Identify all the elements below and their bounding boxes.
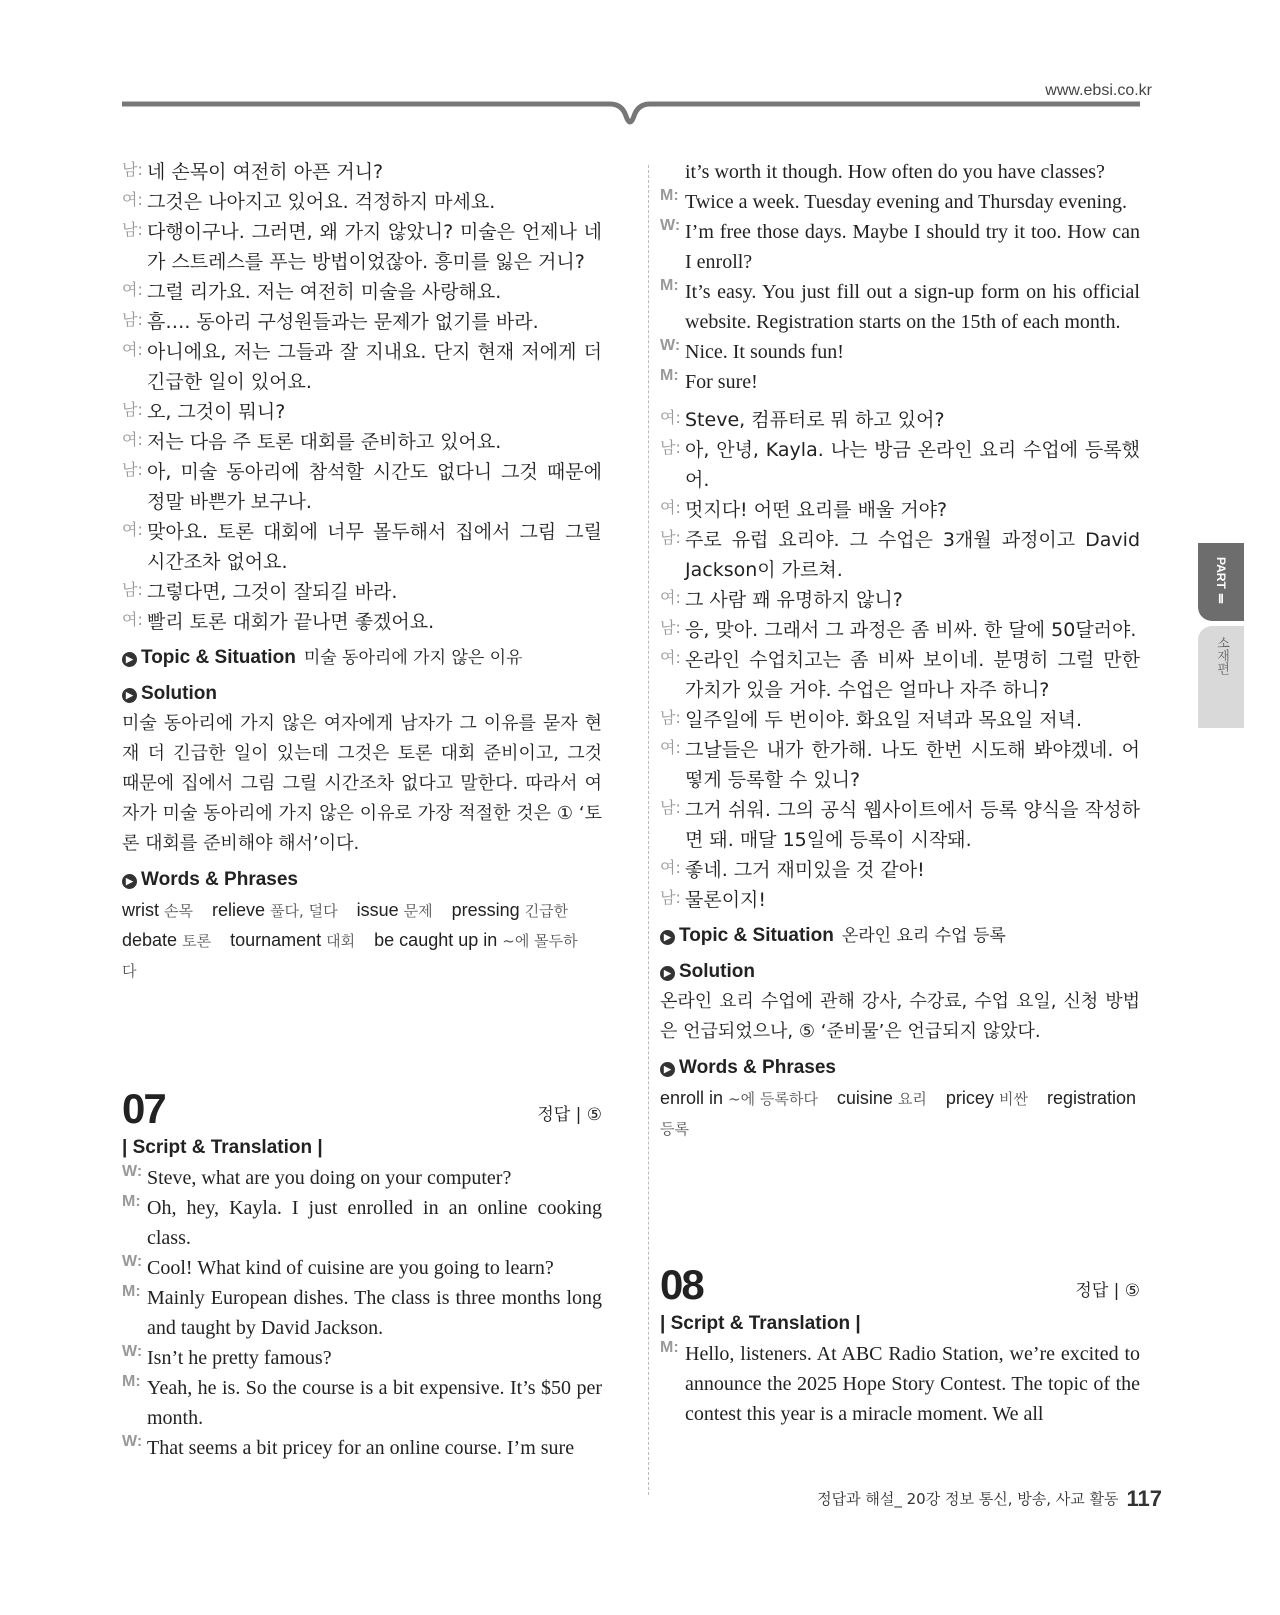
play-icon: ▶: [122, 652, 137, 667]
word-term: debate: [122, 930, 178, 950]
dialogue-english: [122, 1163, 602, 1463]
line-text: 맞아요. 토론 대회에 너무 몰두해서 집에서 그림 그릴 시간조차 없어요.: [147, 521, 602, 573]
line-text: 그거 쉬워. 그의 공식 웹사이트에서 등록 양식을 작성하면 돼. 매달 15일에 등록이 시작돼.: [685, 799, 1140, 851]
dialogue-line: [122, 277, 602, 307]
right-column: [660, 157, 1140, 1429]
dialogue-line: [122, 337, 602, 397]
word-term: registration: [1046, 1088, 1136, 1108]
dialogue-korean: [122, 157, 602, 637]
speaker-label: 남:: [122, 400, 143, 419]
dialogue-line: [660, 495, 1140, 525]
dialogue-line: [660, 585, 1140, 615]
topic-heading: ▶ Topic & Situation 미술 동아리에 가지 않은 이유: [122, 643, 602, 673]
line-text: 좋네. 그거 재미있을 것 같아!: [685, 859, 925, 881]
word-term: tournament: [230, 930, 322, 950]
word-meaning: 풀다, 덜다: [270, 902, 338, 920]
word-meaning: 문제: [403, 902, 433, 920]
line-text: 저는 다음 주 토론 대회를 준비하고 있어요.: [147, 431, 502, 453]
speaker-label: M:: [660, 1339, 679, 1356]
line-text: it’s worth it though. How often do you have classes?: [685, 161, 1105, 183]
line-text: Nice. It sounds fun!: [685, 341, 844, 363]
dialogue-line: [122, 217, 602, 277]
dialogue-line: [122, 1283, 602, 1343]
speaker-label: W:: [122, 1253, 143, 1270]
line-text: Isn’t he pretty famous?: [147, 1347, 332, 1369]
words-heading: ▶ Words & Phrases: [660, 1053, 1140, 1083]
word-meaning: 긴급한: [524, 902, 569, 920]
solution-heading: ▶ Solution: [122, 679, 602, 709]
dialogue-line: [660, 435, 1140, 495]
line-text: Twice a week. Tuesday evening and Thursday evening.: [685, 191, 1128, 213]
section-tab[interactable]: 소재편: [1198, 626, 1244, 728]
words-heading: ▶ Words & Phrases: [122, 865, 602, 895]
dialogue-line: [122, 1193, 602, 1253]
word-term: wrist: [122, 900, 159, 920]
speaker-label: 남:: [660, 708, 681, 727]
dialogue-line: [660, 187, 1140, 217]
line-text: Oh, hey, Kayla. I just enrolled in an online cooking class.: [147, 1197, 602, 1249]
dialogue-line: [660, 405, 1140, 435]
speaker-label: M:: [660, 367, 679, 384]
line-text: 그럴 리가요. 저는 여전히 미술을 사랑해요.: [147, 281, 502, 303]
dialogue-line: [660, 157, 1140, 187]
word-meaning: ~에 몰두하다: [122, 932, 578, 980]
line-text: 네 손목이 여전히 아픈 거니?: [147, 161, 384, 183]
line-text: For sure!: [685, 371, 758, 393]
speaker-label: M:: [660, 187, 679, 204]
script-heading: | Script & Translation |: [122, 1137, 323, 1158]
column-divider: [648, 165, 649, 1495]
words-list: [122, 895, 602, 985]
page-number: 117: [1126, 1486, 1162, 1511]
dialogue-english: [660, 157, 1140, 397]
speaker-label: M:: [122, 1193, 141, 1210]
word-meaning: 토론: [182, 932, 212, 950]
dialogue-line: [122, 307, 602, 337]
play-icon: ▶: [122, 874, 137, 889]
word-term: be caught up in: [374, 930, 498, 950]
speaker-label: 남:: [660, 798, 681, 817]
question-08-header: 08 정답 | ⑤: [660, 1261, 1140, 1308]
word-meaning: 비싼: [998, 1090, 1028, 1108]
speaker-label: 여:: [660, 648, 681, 667]
dialogue-line: [122, 397, 602, 427]
line-text: 빨리 토론 대회가 끝나면 좋겠어요.: [147, 611, 435, 633]
speaker-label: W:: [122, 1163, 143, 1180]
line-text: 아, 안녕, Kayla. 나는 방금 온라인 요리 수업에 등록했어.: [685, 439, 1140, 491]
word-meaning: 손목: [164, 902, 193, 920]
topic-heading: ▶ Topic & Situation 온라인 요리 수업 등록: [660, 921, 1140, 951]
speaker-label: W:: [660, 217, 681, 234]
play-icon: ▶: [660, 966, 675, 981]
speaker-label: 여:: [660, 498, 681, 517]
dialogue-line: [122, 187, 602, 217]
speaker-label: W:: [122, 1433, 143, 1450]
speaker-label: 남:: [660, 888, 681, 907]
speaker-label: 남:: [122, 310, 143, 329]
dialogue-line: [122, 1163, 602, 1193]
dialogue-line: [660, 645, 1140, 705]
speaker-label: 여:: [660, 588, 681, 607]
line-text: It’s easy. You just fill out a sign-up form on his official website. Registration starts on the 15th of each month.: [685, 281, 1140, 333]
dialogue-korean: [660, 405, 1140, 915]
dialogue-line: [660, 367, 1140, 397]
speaker-label: 여:: [660, 858, 681, 877]
solution-heading: ▶ Solution: [660, 957, 1140, 987]
line-text: Steve, 컴퓨터로 뭐 하고 있어?: [685, 409, 945, 431]
dialogue-line: [660, 337, 1140, 367]
dialogue-line: [660, 277, 1140, 337]
words-list: [660, 1083, 1140, 1143]
dialogue-line: [122, 1343, 602, 1373]
part-tab[interactable]: PART Ⅱ: [1198, 543, 1244, 621]
speaker-label: 여:: [122, 610, 143, 629]
word-term: pressing: [451, 900, 520, 920]
speaker-label: 여:: [122, 340, 143, 359]
dialogue-line: [122, 1253, 602, 1283]
script-heading: | Script & Translation |: [660, 1313, 861, 1334]
dialogue-line: [660, 735, 1140, 795]
speaker-label: W:: [122, 1343, 143, 1360]
play-icon: ▶: [660, 930, 675, 945]
dialogue-line: [660, 217, 1140, 277]
speaker-label: 남:: [660, 618, 681, 637]
word-term: issue: [356, 900, 399, 920]
dialogue-english: [660, 1339, 1140, 1429]
speaker-label: 여:: [122, 190, 143, 209]
speaker-label: W:: [660, 337, 681, 354]
line-text: That seems a bit pricey for an online course. I’m sure: [147, 1437, 575, 1459]
dialogue-line: [660, 855, 1140, 885]
dialogue-line: [122, 427, 602, 457]
line-text: 오, 그것이 뭐니?: [147, 401, 286, 423]
play-icon: ▶: [660, 1062, 675, 1077]
dialogue-line: [122, 457, 602, 517]
line-text: 그날들은 내가 한가해. 나도 한번 시도해 봐야겠네. 어떻게 등록할 수 있니?: [685, 739, 1140, 791]
dialogue-line: [660, 615, 1140, 645]
line-text: 멋지다! 어떤 요리를 배울 거야?: [685, 499, 948, 521]
speaker-label: 남:: [122, 460, 143, 479]
line-text: 아, 미술 동아리에 참석할 시간도 없다니 그것 때문에 정말 바쁜가 보구나.: [147, 461, 602, 513]
speaker-label: 남:: [122, 160, 143, 179]
speaker-label: 여:: [122, 430, 143, 449]
dialogue-line: [660, 795, 1140, 855]
dialogue-line: [660, 705, 1140, 735]
dialogue-line: [660, 525, 1140, 585]
line-text: 그 사람 꽤 유명하지 않니?: [685, 589, 903, 611]
dialogue-line: [122, 577, 602, 607]
dialogue-line: [122, 1433, 602, 1463]
speaker-label: M:: [122, 1373, 141, 1390]
question-07-header: 07 정답 | ⑤: [122, 1085, 602, 1132]
speaker-label: M:: [660, 277, 679, 294]
dialogue-line: [122, 1373, 602, 1433]
dialogue-line: [122, 157, 602, 187]
page-footer: 정답과 해설_ 20강 정보 통신, 방송, 사교 활동 117: [817, 1486, 1162, 1511]
header-divider: [0, 98, 1280, 138]
line-text: 응, 맞아. 그래서 그 과정은 좀 비싸. 한 달에 50달러야.: [685, 619, 1137, 641]
word-meaning: 대회: [326, 932, 356, 950]
speaker-label: 여:: [122, 280, 143, 299]
line-text: 물론이지!: [685, 889, 767, 911]
line-text: Cool! What kind of cuisine are you going to learn?: [147, 1257, 554, 1279]
word-term: pricey: [945, 1088, 994, 1108]
speaker-label: 남:: [660, 438, 681, 457]
line-text: Hello, listeners. At ABC Radio Station, we’re excited to announce the 2025 Hope Story Contest. The topic of the contest this year is a miracle moment. We all: [685, 1343, 1140, 1425]
line-text: Steve, what are you doing on your computer?: [147, 1167, 512, 1189]
line-text: 다행이구나. 그러면, 왜 가지 않았니? 미술은 언제나 네가 스트레스를 푸는 방법이었잖아. 흥미를 잃은 거니?: [147, 221, 602, 273]
word-meaning: 등록: [660, 1120, 689, 1138]
speaker-label: 남:: [660, 528, 681, 547]
play-icon: ▶: [122, 688, 137, 703]
dialogue-line: [660, 1339, 1140, 1429]
line-text: Yeah, he is. So the course is a bit expensive. It’s $50 per month.: [147, 1377, 602, 1429]
speaker-label: 여:: [660, 408, 681, 427]
dialogue-line: [122, 607, 602, 637]
word-term: cuisine: [836, 1088, 893, 1108]
line-text: 흠…. 동아리 구성원들과는 문제가 없기를 바라.: [147, 311, 539, 333]
line-text: 주로 유럽 요리야. 그 수업은 3개월 과정이고 David Jackson이 가르쳐.: [685, 529, 1140, 581]
line-text: I’m free those days. Maybe I should try it too. How can I enroll?: [685, 221, 1140, 273]
line-text: Mainly European dishes. The class is three months long and taught by David Jackson.: [147, 1287, 602, 1339]
left-column: [122, 157, 602, 1463]
speaker-label: 여:: [122, 520, 143, 539]
line-text: 온라인 수업치고는 좀 비싸 보이네. 분명히 그럴 만한 가치가 있을 거야. 수업은 얼마나 자주 하니?: [685, 649, 1140, 701]
word-term: relieve: [212, 900, 266, 920]
speaker-label: 여:: [660, 738, 681, 757]
site-url: www.ebsi.co.kr: [1045, 82, 1152, 99]
dialogue-line: [660, 885, 1140, 915]
line-text: 그렇다면, 그것이 잘되길 바라.: [147, 581, 398, 603]
solution-text: 미술 동아리에 가지 않은 여자에게 남자가 그 이유를 묻자 현재 더 긴급한 일이 있는데 그것은 토론 대회 준비이고, 그것 때문에 집에서 그림 그릴 시간조차 없다고 말한다. 따라서 여자가 미술 동아리에 가지 않은 이유로 가장 적절한 것은 ① ‘토론 대회를 준비해야 해서’이다.: [122, 713, 602, 854]
word-meaning: 요리: [897, 1090, 927, 1108]
solution-text: 온라인 요리 수업에 관해 강사, 수강료, 수업 요일, 신청 방법은 언급되었으나, ⑤ ‘준비물’은 언급되지 않았다.: [660, 991, 1140, 1042]
word-term: enroll in: [660, 1088, 724, 1108]
speaker-label: 남:: [122, 220, 143, 239]
line-text: 일주일에 두 번이야. 화요일 저녁과 목요일 저녁.: [685, 709, 1083, 731]
speaker-label: M:: [122, 1283, 141, 1300]
word-meaning: ~에 등록하다: [728, 1090, 818, 1108]
dialogue-line: [122, 517, 602, 577]
line-text: 그것은 나아지고 있어요. 걱정하지 마세요.: [147, 191, 496, 213]
line-text: 아니에요, 저는 그들과 잘 지내요. 단지 현재 저에게 더 긴급한 일이 있어요.: [147, 341, 602, 393]
speaker-label: 남:: [122, 580, 143, 599]
